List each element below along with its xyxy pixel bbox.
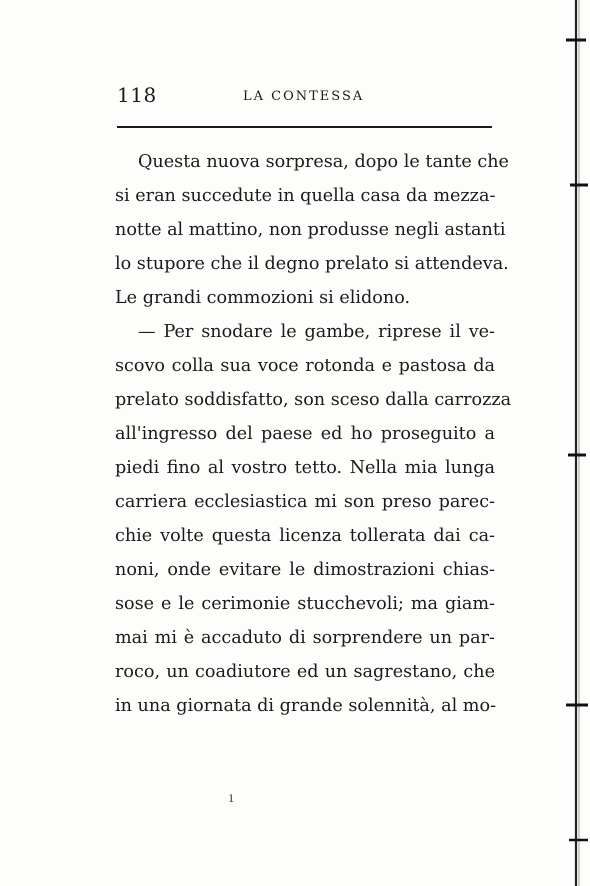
text-line: si eran succedute in quella casa da mezza- [115,186,496,206]
text-line: carriera ecclesiastica mi son preso parec- [115,492,495,512]
print-speck: ı [229,790,234,806]
page-number: 118 [117,83,157,107]
text-line: lo stupore che il degno prelato si attendeva. [115,254,509,274]
text-line: roco, un coadiutore ed un sagrestano, che [115,662,495,682]
header-rule [117,126,492,128]
text-line: sose e le cerimonie stucchevoli; ma giam- [115,594,495,614]
text-line: prelato soddisfatto, son sceso dalla carrozza [115,390,512,410]
binding-edge [566,0,590,886]
text-line: notte al mattino, non produsse negli astanti [115,220,506,240]
page-header [117,83,492,107]
text-line: mai mi è accaduto di sorprendere un par- [115,628,495,648]
text-line: noni, onde evitare le dimostrazioni chias- [115,560,495,580]
text-line: chie volte questa licenza tollerata dai ca- [115,526,495,546]
text-line: in una giornata di grande solennità, al mo- [115,696,497,716]
text-line: Questa nuova sorpresa, dopo le tante che [138,152,509,172]
text-line: all'ingresso del paese ed ho proseguito a [115,424,495,444]
running-title: LA CONTESSA [243,89,365,104]
text-line: scovo colla sua voce rotonda e pastosa da [115,356,495,376]
text-line: piedi fino al vostro tetto. Nella mia lunga [115,458,495,478]
text-line: Le grandi commozioni si elidono. [115,288,411,308]
text-line: — Per snodare le gambe, riprese il ve- [138,322,495,342]
body-text [115,145,512,723]
